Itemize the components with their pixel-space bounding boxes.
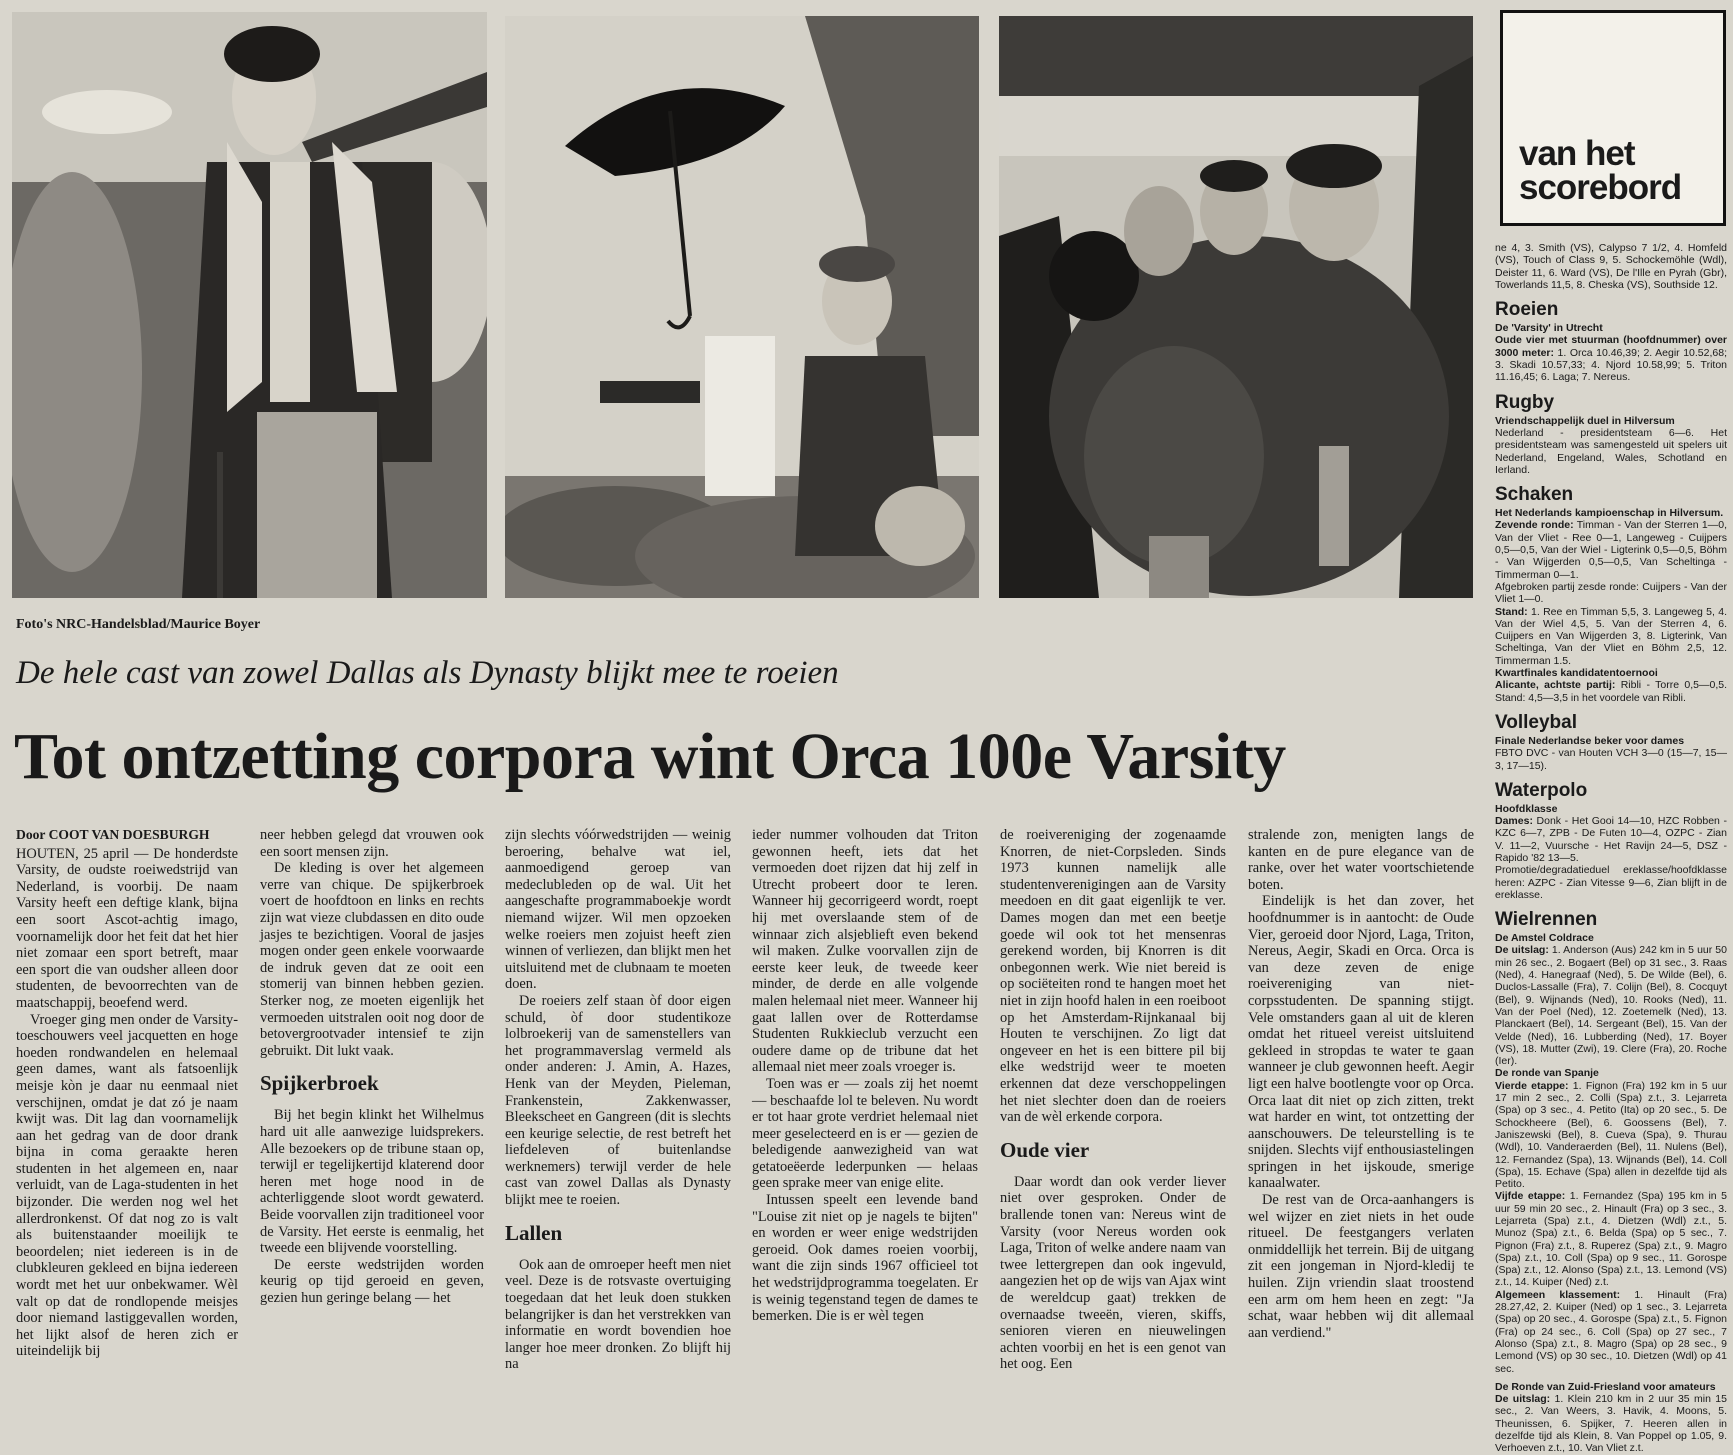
event-title: Kwartfinales kandidatentoernooi	[1495, 667, 1658, 680]
results-text: Promotie/degradatieduel ereklasse/hoofdklasse heren: AZPC - Zian Vitesse 9—6, Zian blijft in de ereklasse.	[1495, 864, 1727, 901]
event-label: Stand:	[1495, 605, 1528, 618]
paragraph: Vroeger ging men onder de Varsity-toeschouwers veel jacquetten en hoge hoeden rondwandelen en helemaal geen dames, want als fatsoenlijk meisje kòn je daar nu eenmaal niet verschijnen, omdat je dat zó je naam kwijt was. Dit lag dan voornamelijk aan het gedrag van de door drank bijna in coma geraakte heren studenten in het algemeen en, naar verluidt, van de Laga-studenten in het bijzonder. Die werden nog wel het allerdronkenst. Of dat nog zo is valt als buitenstaander moeilijk te beoordelen; niet iedereen is in de clubkleuren gekleed en bijna iedereen wordt met het uur onbekwamer. Wèl valt op dat de rondlopende meisjes door niemand lastiggevallen worden, het lijkt alsof de heren zich er uiteindelijk bij	[16, 1011, 238, 1360]
photo-student-with-scarf	[12, 12, 487, 598]
event-label: Alicante, achtste partij:	[1495, 679, 1616, 692]
paragraph: de roeivereniging der zogenaamde Knorren, de niet-Corpsleden. Sinds 1973 kunnen namelijk alle studentenverenigingen aan de Varsity meedoen en dit gaat eigenlijk te ver. Dames mogen dan met een beetje goede wil ook tot het mensenras gerekend worden, bij Knorren is dit onbegonnen werk. Wie niet bereid is op sociëteiten rond te hangen moet het niet in zijn hoofd halen in een roeiboot op het Amsterdam-Rijnkanaal bij Houten te verschijnen. Zo ligt dat ongeveer en het is een bittere pil bij elke wedstrijd weer te moeten erkennen dat deze verschoppelingen het niet slechter doen dan de roeiers van de wèl erkende corpora.	[1000, 827, 1226, 1126]
paragraph: Ook aan de omroeper heeft men niet veel. Deze is de rotsvaste overtuiging toegedaan dat het leuk doen stukken belangrijker is dan het verstrekken van informatie en wordt bovendien hoe langer hoe meer dronken. Zo blijft hij na	[505, 1256, 731, 1373]
subheading-oude-vier: Oude vier	[1000, 1137, 1090, 1162]
paragraph: HOUTEN, 25 april — De honderdste Varsity, de oudste roeiwedstrijd van Nederland, is voorbij. De naam Varsity heeft een deftige klank, bijna een soort Ascot-achtig imago, voornamelijk door het feit dat het hier niet zomaar een sport betreft, maar een sport die van oudsher alleen door studenten, de bevoorrechten van de maatschappij, beoefend werd.	[16, 845, 238, 1011]
paragraph: ieder nummer volhouden dat Triton gewonnen heeft, iets dat het vermoeden doet rijzen dat hij zelf in Utrecht probeert door te leren. Wanneer hij gecorrigeerd wordt, roept hij met overslaande stem of de winnaar zich alsjeblieft even bekend wil maken. Zulke voorvallen zijn de eerste keer leuk, de tweede keer minder, de derde en alle volgende malen helemaal niet meer. Wanneer hij gaat lallen over de Rotterdamse Studenten Rukkieclub verzucht een oudere dame op de tribune dat het allemaal niet meer zoals vroeger is.	[752, 827, 978, 1076]
article-kicker: De hele cast van zowel Dallas als Dynasty blijkt mee te roeien	[16, 655, 839, 691]
event-title: Het Nederlands kampioenschap in Hilversum.	[1495, 507, 1724, 520]
results-text: Ribli - Torre 0,5—0,5. Stand: 4,5—3,5 in het voordele van Ribli.	[1495, 679, 1727, 704]
paragraph: De kleding is over het algemeen verre van chique. De spijkerbroek voert de hoofdtoon en links en rechts zijn wat vieze clubdassen en dito oude jasjes te bezichtigen. Vooral de jasjes mogen onder geen enkele voorwaarde de indruk geven dat ze ooit een stomerij van binnen hebben gezien. Sterker nog, ze moeten eigenlijk het vermoeden uitstralen ooit nog door de betovergrootvader intensief te zijn gebruikt. Dit lukt vaak.	[260, 860, 484, 1059]
event-label: Algemeen klassement:	[1495, 1288, 1621, 1301]
results-text: 1. Hinault (Fra) 28.27,42, 2. Kuiper (Ned) op 1 sec., 3. Lejarreta (Spa) op 20 sec., 4. Gorospe (Spa) z.t., 5. Fignon (Fra) op 24 sec., 6. Coll (Spa) op 27 sec., 7 Alonso (Spa) z.t., 8. Magro (Spa) op 28 sec., 9 Lemond (VS) op 30 sec., 10. Dietzen (Wdl) op 41 sec.	[1495, 1288, 1727, 1375]
paragraph: Intussen speelt een levende band "Louise zit niet op je nagels te bijten" en worden er weer enige wedstrijden geroeid. Ook dames roeien voorbij, want die zijn sinds 1967 officieel tot het wedstrijdprogramma toegelaten. Er is weinig tegenstand tegen de dames te bemerken. Die is er wèl tegen	[752, 1192, 978, 1325]
event-title: Vriendschappelijk duel in Hilversum	[1495, 414, 1675, 427]
event-label: Dames:	[1495, 815, 1533, 828]
sport-heading-wielrennen: Wielrennen	[1495, 909, 1598, 931]
results-text: 1. Ree en Timman 5,5, 3. Langeweg 5, 4. Van der Wiel 4,5, 5. Van der Sterren 4, 6. Cuijpers en Van Wijgerden 3, 8. Ligterink, Van Scheltinga, Van der Vliet en Böhm 2,5, 12. Timmerman 1.5.	[1495, 605, 1727, 667]
event-label: De uitslag:	[1495, 1393, 1551, 1406]
sport-heading-waterpolo: Waterpolo	[1495, 779, 1588, 801]
results-text: Nederland - presidentsteam 6—6. Het presidentsteam was samengesteld uit spelers uit Nederland, Engeland, Wales, Schotland en Ierland.	[1495, 426, 1727, 476]
scoreboard-results	[1495, 242, 1727, 1455]
paragraph: Daar wordt dan ook verder liever niet over gesproken. Onder de brallende tonen van: Nereus wint de Varsity (voor Nereus worden ook Laga, Triton of welke andere naam van twee lettergrepen dan ook ingevuld, aangezien het op de wijs van Ajax wint de wereldcup gaat) trekken de overnaadse tweeën, vieren, skiffs, senioren vieren en nieuwelingen achten voorbij en het is een genot van het oog. Een	[1000, 1173, 1226, 1373]
photo-credit: Foto's NRC-Handelsblad/Maurice Boyer	[16, 617, 261, 632]
event-title: Finale Nederlandse beker voor dames	[1495, 734, 1685, 747]
event-label: Oude vier met stuurman (hoofdnummer) over 3000 meter:	[1495, 334, 1727, 359]
results-text: 1. Fernandez (Spa) 195 km in 5 uur 59 min 20 sec., 2. Hinault (Fra) op 3 sec., 3. Lejarreta (Spa) z.t., 4. Dietzen (Wdl) z.t., 5. Munoz (Spa) z.t., 6. Belda (Spa) op 5 sec., 7. Pignon (Fra) z.t., 8. Ruperez (Spa) z.t., 9. Magro (Spa) z.t., 10. Coll (Spa) op 9 sec., 11. Gorospe (Spa) z.t., 12. Alonso (Spa) z.t., 13. Lemond (VS) z.t., 14. Kuiper (Ned) z.t.	[1495, 1190, 1727, 1289]
paragraph: zijn slechts vóórwedstrijden — weinig beroering, behalve wat iel, aanmoedigend geroep van medeclubleden op de wal. Uit het aangeschafte programmaboekje wordt niemand wijzer. Wil men opzoeken welke roeiers men zojuist heeft zien winnen of verliezen, dan blijkt men het uitsluitend met de clubnaam te moeten doen.	[505, 827, 731, 993]
byline: Door COOT VAN DOESBURGH	[16, 827, 210, 842]
article-column-5	[1000, 827, 1226, 1373]
event-title: De ronde van Spanje	[1495, 1067, 1599, 1080]
subheading-lallen: Lallen	[505, 1220, 563, 1245]
paragraph: De eerste wedstrijden worden keurig op tijd geroeid en geven, gezien hun geringe belang — het	[260, 1256, 484, 1306]
sport-heading-volleybal: Volleybal	[1495, 711, 1578, 733]
results-text: 1. Klein 210 km in 2 uur 35 min 15 sec., 2. Van Weers, 3. Havik, 4. Moons, 5. Theunissen, 6. Spijker, 7. Heeren allen in dezelfde tijd als Klein, 8. Van Poppel op 1.05, 9. Verhoeven z.t., 10. Van Vliet z.t.	[1495, 1393, 1727, 1455]
results-text: Timman - Van der Sterren 1—0, Van der Vliet - Ree 0—1, Langeweg - Cuijpers 0,5—0,5, Van der Wiel - Ligterink 0,5—0,5, Böhm - Van Wijgerden 0,5—0,5, Van Scheltinga - Timmerman 0—1.	[1495, 519, 1727, 581]
article-column-1	[16, 827, 238, 1360]
event-label: Vierde etappe:	[1495, 1079, 1569, 1092]
paragraph: Eindelijk is het dan zover, het hoofdnummer is in aantocht: de Oude Vier, geroeid door Njord, Laga, Triton, Nereus, Aegir, Skadi en Orca. Orca is van deze zeven de enige roeivereniging van niet-corpsstudenten. De spanning stijgt. Vele omstanders gaan al uit de kleren omdat het ritueel vereist uitsluitend gekleed in stropdas te water te gaan wanneer je club gewonnen heeft. Aegir ligt een halve bootlengte voor op Orca. Orca laat dit niet op zich zitten, trekt wat harder en wint, tot ontzetting der aanschouwers. De teleurstelling is te snijden. Slechts vijf enthousiastelingen springen in het ijskoude, smerige kanaalwater.	[1248, 893, 1474, 1192]
sport-heading-rugby: Rugby	[1495, 391, 1555, 413]
photo-man-with-umbrella	[505, 16, 979, 598]
paragraph: stralende zon, menigten langs de kanten en de pure elegance van de ranke, over het water voortschietende boten.	[1248, 827, 1474, 893]
logo-line-1: van het	[1519, 134, 1635, 173]
subheading-spijkerbroek: Spijkerbroek	[260, 1071, 379, 1096]
event-label: Vijfde etappe:	[1495, 1190, 1566, 1203]
results-text: ne 4, 3. Smith (VS), Calypso 7 1/2, 4. Homfeld (VS), Touch of Class 9, 5. Schockemöhle (Wdl), Deister 11, 6. Ward (VS), De l'Ille en Pyrah (Gbr), Towerlands 11,5, 8. Cheska (VS), Southside 12.	[1495, 242, 1727, 291]
paragraph: De rest van de Orca-aanhangers is wel wijzer en ziet niets in het oude ritueel. De feestgangers verlaten onmiddellijk het terrein. Bij de uitgang zit een jongeman in Njord-kledij te huilen. Zijn vriendin slaat troostend een arm om hem heen en zegt: "Ja schat, waar hebben wij dit allemaal aan verdiend."	[1248, 1192, 1474, 1341]
article-headline: Tot ontzetting corpora wint Orca 100e Varsity	[14, 720, 1286, 793]
paragraph: neer hebben gelegd dat vrouwen ook een soort mensen zijn.	[260, 827, 484, 860]
article-column-4	[752, 827, 978, 1325]
event-title: De Amstel Coldrace	[1495, 932, 1594, 945]
results-text: 1. Fignon (Fra) 192 km in 5 uur 17 min 2 sec., 2. Colli (Spa) z.t., 3. Lejarreta (Spa) op 3 sec., 4. Petito (Ita) op 20 sec., 5. De Schockheere (Bel), 6. Goossens (Bel), 7. Janiszewski (Bel), 8. Cueva (Spa), 9. Thurau (Wdl), 10. Vanderaerden (Bel), 11. Nulens (Bel), 12. Fernandez (Spa), 13. Wijnands (Bel), 14. Coll (Spa), 15. Echave (Spa) allen in dezelfde tijd als Petito.	[1495, 1079, 1727, 1191]
results-text: 1. Anderson (Aus) 242 km in 5 uur 50 min 26 sec., 2. Bogaert (Bel) op 31 sec., 3. Raas (Ned), 4. Hanegraaf (Ned), 5. De Wilde (Bel), 6. Duclos-Lassalle (Fra), 7. Colijn (Bel), 8. Cocquyt (Bel), 9. Wijnands (Ned), 10. Rooks (Ned), 11. Van der Poel (Ned), 12. Zoetemelk (Ned), 13. Planckaert (Bel), 14. Sergeant (Bel), 15. Van der Velde (Ned), 16. Lubberding (Ned), 17. Boyer (VS), 18. Mutter (Zwi), 19. Clere (Fra), 20. Roche (Ier).	[1495, 944, 1727, 1068]
results-text: 1. Orca 10.46,39; 2. Aegir 10.52,68; 3. Skadi 10.57,33; 4. Njord 10.58,99; 5. Triton 11.16,45; 6. Laga; 7. Nereus.	[1495, 346, 1727, 384]
paragraph: De roeiers zelf staan òf door eigen schuld, òf door studentikoze lolbroekerij van de samenstellers van het programmaverslag vermeld als onder anderen: J. Amin, A. Hazes, Henk van der Meyden, Pieleman, Frankenstein, Zakkenwasser, Bleekscheet en Gangreen (dit is slechts een keurige selectie, de rest betreft het liefdeleven of buitenlandse werknemers) terwijl verder de hele cast van zowel Dallas als Dynasty blijkt mee te roeien.	[505, 992, 731, 1209]
event-title: Hoofdklasse	[1495, 802, 1558, 815]
results-text: Donk - Het Gooi 14—10, HZC Robben - KZC 6—7, ZPB - De Futen 10—4, OZPC - Zian V. 11—2, Vuursche - Het Ravijn 24—5, DSZ - Rapido '82 13—5.	[1495, 815, 1727, 864]
paragraph: Bij het begin klinkt het Wilhelmus hard uit alle aanwezige luidsprekers. Alle bezoekers op de tribune staan op, terwijl er tegelijkertijd klaterend door heren met hoge nood in de achterliggende sloot wordt gewaterd. Beide voorvallen zijn traditioneel voor de Varsity. Het eerste is eenmalig, het tweede een blijvende voorstelling.	[260, 1107, 484, 1257]
article-column-3	[505, 827, 731, 1373]
sport-heading-schaken: Schaken	[1495, 484, 1574, 506]
logo-line-2: scorebord	[1519, 168, 1682, 207]
event-title: De Ronde van Zuid-Friesland voor amateurs	[1495, 1380, 1716, 1393]
scoreboard-sidebar	[1480, 0, 1733, 1455]
event-title: De 'Varsity' in Utrecht	[1495, 322, 1603, 335]
sport-heading-roeien: Roeien	[1495, 299, 1559, 321]
event-label: Zevende ronde:	[1495, 519, 1574, 532]
event-label: De uitslag:	[1495, 944, 1549, 957]
photo-celebrating-rowers	[999, 16, 1473, 598]
article-column-6	[1248, 827, 1474, 1341]
paragraph: Toen was er — zoals zij het noemt — beschaafde lol te beleven. Nu wordt er tot haar grote verdriet helemaal niet meer geselecteerd en is er — gezien de beledigende aanwezigheid van wat getatoeëerde lederpunken — helaas geen sprake meer van enige elite.	[752, 1075, 978, 1192]
scoreboard-logo	[1500, 10, 1726, 226]
results-text: Afgebroken partij zesde ronde: Cuijpers - Van der Vliet 1—0.	[1495, 580, 1727, 606]
results-text: FBTO DVC - van Houten VCH 3—0 (15—7, 15—3, 17—15).	[1495, 747, 1727, 772]
article-column-2	[260, 827, 484, 1307]
